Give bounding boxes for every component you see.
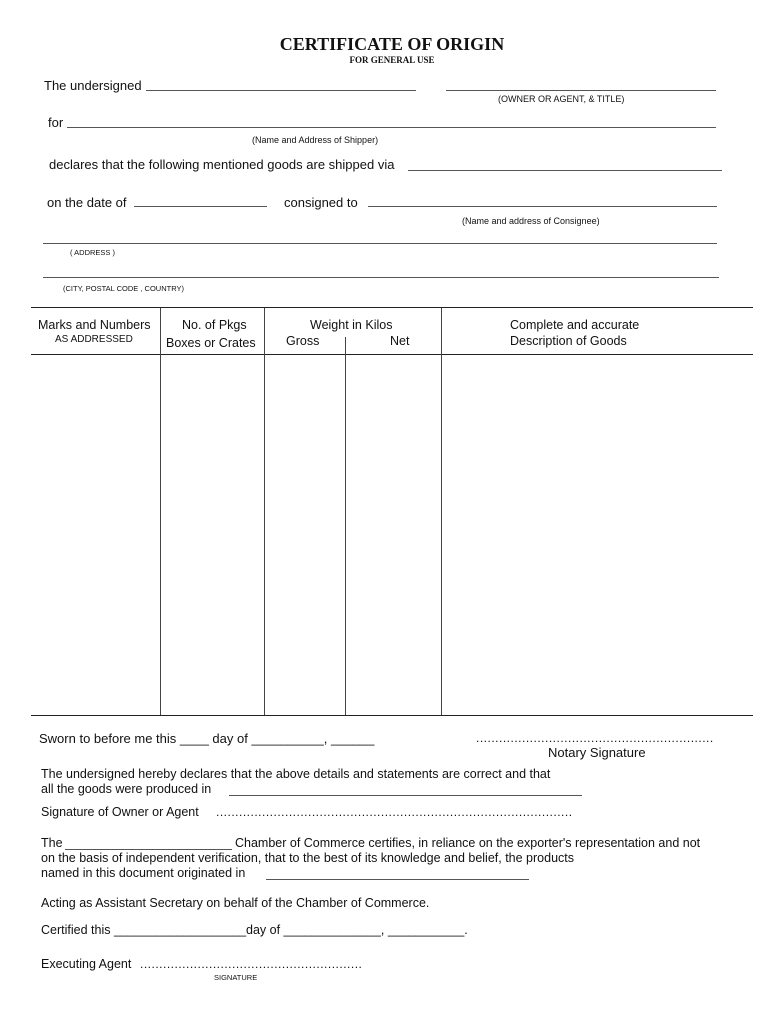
net-column-cell[interactable] [346,356,440,714]
declaration-line1: The undersigned hereby declares that the above details and statements are correct and that [41,767,551,781]
declaration-line2: all the goods were produced in [41,782,212,796]
consignee-field[interactable] [370,191,715,205]
city-country-field[interactable] [45,262,717,276]
notary-signature-line[interactable]: .............................................................. [476,731,714,745]
chamber-line1: Chamber of Commerce certifies, in reliance on the exporter's representation and not [235,836,701,850]
gross-column-cell[interactable] [265,356,344,714]
undersigned-label: The undersigned [44,78,142,93]
page-subtitle: FOR GENERAL USE [349,55,435,65]
sworn-text: Sworn to before me this ____ day of __________, ______ [39,731,375,746]
consignee-caption: (Name and address of Consignee) [462,216,600,226]
chamber-line3: named in this document originated in [41,866,246,880]
executing-agent-label: Executing Agent [41,957,132,971]
chamber-line2: on the basis of independent verification, that to the best of its knowledge and belief, the products [41,851,574,865]
address-field[interactable] [45,228,715,242]
shipper-caption: (Name and Address of Shipper) [252,135,379,145]
owner-signature-label: Signature of Owner or Agent [41,805,199,819]
table-header-rule [31,354,753,355]
shipped-via-field[interactable] [410,155,720,169]
acting-text: Acting as Assistant Secretary on behalf of the Chamber of Commerce. [41,896,430,910]
shipment-date-field[interactable] [136,191,265,205]
for-label: for [48,115,64,130]
table-bottom-rule [31,715,753,716]
chamber-name-field[interactable] [67,834,230,848]
date-label: on the date of [47,195,127,210]
shipper-field[interactable] [70,112,714,126]
col-net-header: Net [390,334,410,348]
col-gross-header: Gross [286,334,320,348]
table-top-rule [31,307,753,308]
declares-label: declares that the following mentioned goods are shipped via [49,157,395,172]
owner-agent-caption: (OWNER OR AGENT, & TITLE) [498,94,625,104]
notary-label: Notary Signature [548,745,646,760]
produced-in-field[interactable] [231,780,580,794]
owner-signature-line[interactable]: ............................................................................................. [216,805,573,819]
certified-text[interactable]: Certified this ___________________day of ______________, ___________. [41,923,468,937]
col-marks-header: Marks and Numbers [38,318,151,332]
col-weight-header: Weight in Kilos [310,318,393,332]
col-marks-subheader: AS ADDRESSED [55,334,133,345]
description-column-cell[interactable] [442,356,752,714]
col-desc-header: Complete and accurate [510,318,640,332]
page-title: CERTIFICATE OF ORIGIN [279,34,505,54]
pkgs-column-cell[interactable] [161,356,263,714]
undersigned-name-field[interactable] [148,76,414,90]
col-desc-subheader: Description of Goods [510,334,627,348]
signature-caption: SIGNATURE [214,973,258,982]
chamber-the: The [41,836,63,850]
city-caption: (CITY, POSTAL CODE , COUNTRY) [63,284,184,293]
originated-in-field[interactable] [268,864,527,878]
owner-agent-title-field[interactable] [448,76,714,90]
col-pkgs-header: No. of Pkgs [182,318,247,332]
marks-column-cell[interactable] [32,356,159,714]
executing-agent-signature-line[interactable]: .......................................................... [140,957,363,971]
col-pkgs-subheader: Boxes or Crates [166,336,256,350]
consigned-label: consigned to [284,195,358,210]
address-caption: ( ADDRESS ) [70,248,116,257]
